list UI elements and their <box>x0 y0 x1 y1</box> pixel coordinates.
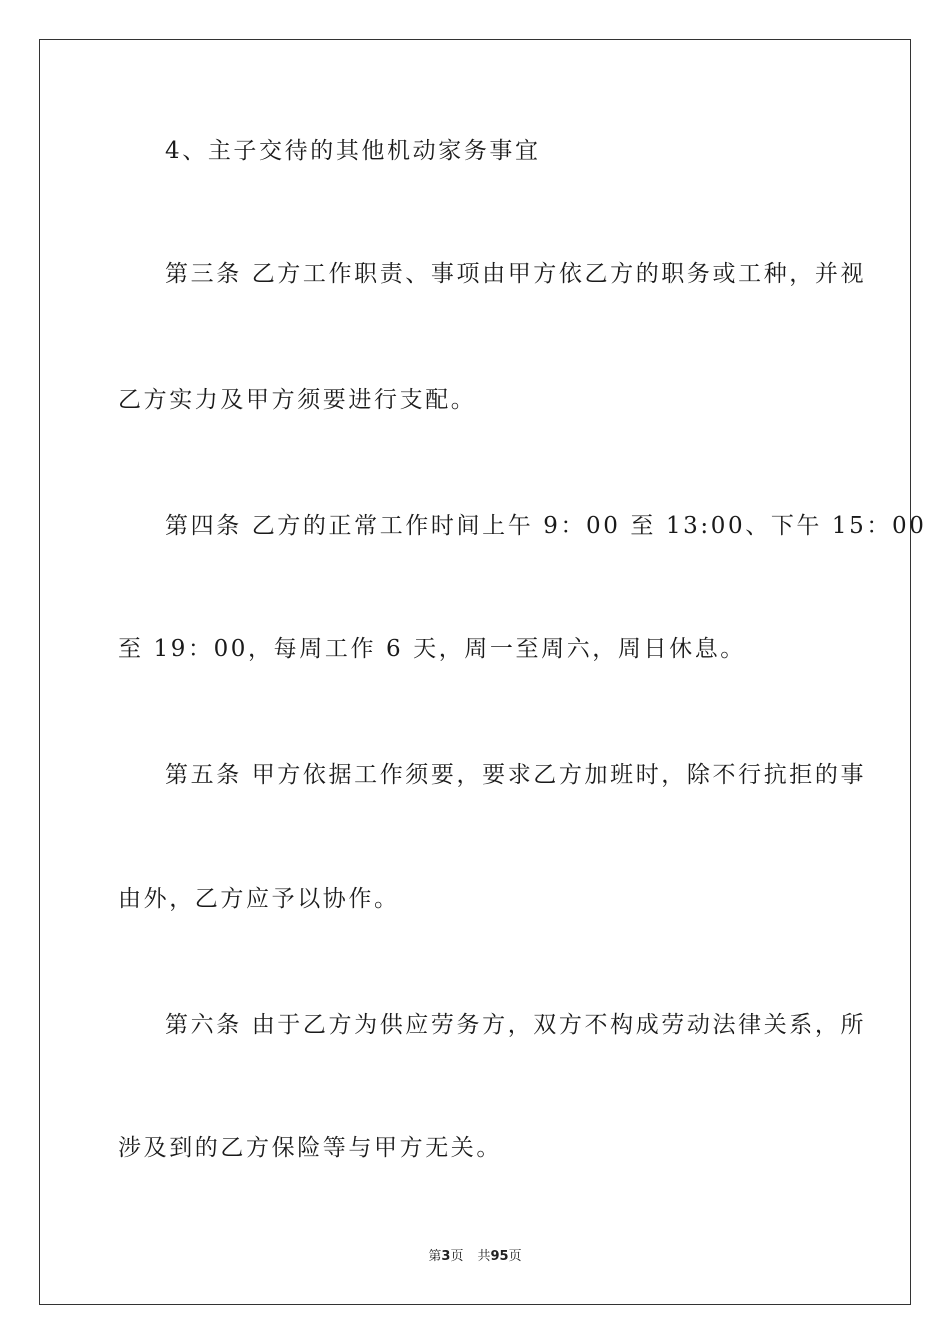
page-border <box>39 39 927 1305</box>
page-footer <box>0 1248 950 1266</box>
clause-5-line-1: 第五条 甲方依据工作须要，要求乙方加班时，除不行抗拒的事 <box>165 762 867 788</box>
clause-5-line-2: 由外，乙方应予以协作。 <box>118 886 400 912</box>
clause-item-4: 4、主子交待的其他机动家务事宜 <box>165 138 541 164</box>
clause-3-line-1: 第三条 乙方工作职责、事项由甲方依乙方的职务或工种，并视 <box>165 261 867 287</box>
page-suffix: 页 <box>450 1249 464 1264</box>
total-prefix: 共 <box>477 1249 491 1264</box>
page-prefix: 第 <box>428 1249 442 1264</box>
clause-3-line-2: 乙方实力及甲方须要进行支配。 <box>118 387 477 413</box>
clause-6-line-1: 第六条 由于乙方为供应劳务方，双方不构成劳动法律关系，所 <box>165 1012 867 1038</box>
total-pages: 95 <box>490 1249 509 1264</box>
clause-4-line-1: 第四条 乙方的正常工作时间上午 9：00 至 13:00、下午 15：00 <box>165 513 927 539</box>
total-suffix: 页 <box>508 1249 522 1264</box>
page-number: 3 <box>441 1249 451 1264</box>
clause-4-line-2: 至 19：00，每周工作 6 天，周一至周六，周日休息。 <box>118 636 746 662</box>
clause-6-line-2: 涉及到的乙方保险等与甲方无关。 <box>118 1135 502 1161</box>
